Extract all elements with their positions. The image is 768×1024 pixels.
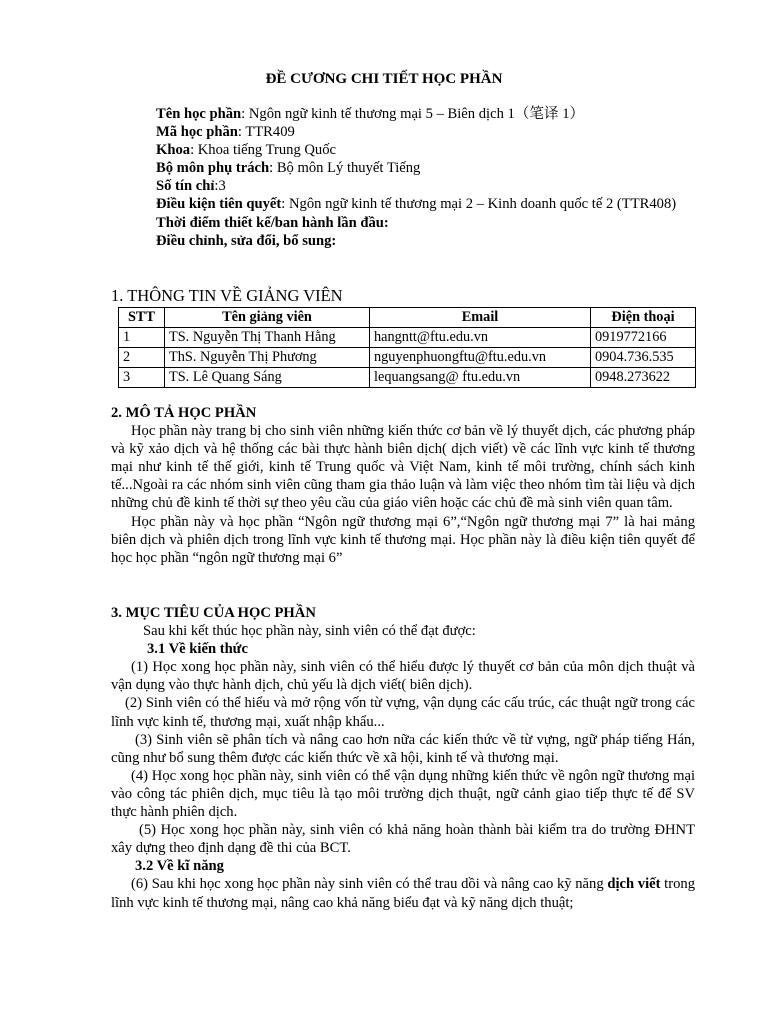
revision-line xyxy=(156,232,696,250)
credits-label: Số tín chỉ xyxy=(156,178,215,195)
cell-stt: 1 xyxy=(119,328,165,348)
faculty-value: : Khoa tiếng Trung Quốc xyxy=(190,142,336,159)
table-row xyxy=(119,328,696,348)
section-3-intro: Sau khi kết thúc học phần này, sinh viên có thể đạt được: xyxy=(143,623,476,640)
department-line xyxy=(156,159,696,177)
cell-phone: 0919772166 xyxy=(591,328,696,348)
column-header-phone: Điện thoại xyxy=(591,308,696,328)
section-2-heading: 2. MÔ TẢ HỌC PHẦN xyxy=(111,405,257,421)
department-label: Bộ môn phụ trách xyxy=(156,160,270,177)
design-time-line xyxy=(156,214,696,232)
cell-email: hangntt@ftu.edu.vn xyxy=(370,328,591,348)
skills-item-6-text-a: (6) Sau khi học xong học phần này sinh viên có thể trau dồi và nâng cao kỹ năng xyxy=(131,876,604,893)
section-3 xyxy=(111,604,695,912)
revision-label: Điều chỉnh, sửa đổi, bổ sung: xyxy=(156,232,337,249)
column-header-email: Email xyxy=(370,308,591,328)
design-time-label: Thời điểm thiết kế/ban hành lần đầu: xyxy=(156,214,389,231)
prerequisite-line xyxy=(156,195,696,213)
skills-subheading: 3.2 Về kĩ năng xyxy=(135,858,224,875)
cell-name: TS. Nguyễn Thị Thanh Hằng xyxy=(165,328,370,348)
knowledge-item-5: (5) Học xong học phần này, sinh viên có khả năng hoàn thành bài kiểm tra do trường ĐHNT xây dựng theo định dạng đề thi của BCT. xyxy=(111,822,695,857)
faculty-label: Khoa xyxy=(156,142,191,159)
credits-value: :3 xyxy=(214,178,226,195)
prerequisite-label: Điều kiện tiên quyết xyxy=(156,196,282,213)
course-name-line xyxy=(156,105,696,123)
column-header-name: Tên giảng viên xyxy=(165,308,370,328)
lecturer-table xyxy=(118,307,696,388)
cell-name: ThS. Nguyễn Thị Phương xyxy=(165,348,370,368)
course-code-value: : TTR409 xyxy=(237,124,295,141)
department-value: : Bộ môn Lý thuyết Tiếng xyxy=(269,160,421,177)
table-row xyxy=(119,368,696,388)
section-1-heading: 1. THÔNG TIN VỀ GIẢNG VIÊN xyxy=(111,286,343,305)
knowledge-item-2: (2) Sinh viên có thể hiểu và mở rộng vốn từ vựng, vận dụng các cấu trúc, các thuật ngữ trong các lĩnh vực kinh tế, thương mại, xuất nhập khẩu... xyxy=(111,695,695,730)
section-2-paragraph-1: Học phần này trang bị cho sinh viên những kiến thức cơ bản về lý thuyết dịch, các phương pháp và kỹ xảo dịch và hệ thống các bài thực hành biên dịch( dịch viết) về các lĩnh vực kinh tế thương mại như kinh tế thế giới, kinh tế Trung quốc và Việt Nam, kinh tế môi trường, chính sách kinh tế...Ngoài ra các nhóm sinh viên cũng tham gia thảo luận và làm việc theo nhóm tìm tài liệu và dịch những chủ đề kinh tế thời sự theo yêu cầu của giáo viên hoặc các chủ đề mà sinh viên quan tâm. xyxy=(111,423,695,512)
course-name-value: : Ngôn ngữ kinh tế thương mại 5 – Biên dịch 1（笔译 1） xyxy=(241,106,585,122)
table-row xyxy=(119,348,696,368)
section-2-paragraph-2: Học phần này và học phần “Ngôn ngữ thương mại 6”,“Ngôn ngữ thương mại 7” là hai mảng biên dịch và phiên dịch trong lĩnh vực kinh tế thương mại. Học phần này là điều kiện tiên quyết để học học phần “ngôn ngữ thương mại 6” xyxy=(111,513,695,566)
course-code-label: Mã học phần xyxy=(156,124,238,141)
column-header-stt: STT xyxy=(119,308,165,328)
cell-email: lequangsang@ ftu.edu.vn xyxy=(370,368,591,388)
cell-stt: 2 xyxy=(119,348,165,368)
cell-name: TS. Lê Quang Sáng xyxy=(165,368,370,388)
table-header-row xyxy=(119,308,696,328)
course-name-label: Tên học phần xyxy=(156,106,242,122)
skills-item-6 xyxy=(111,875,695,911)
section-3-heading: 3. MỤC TIÊU CỦA HỌC PHẦN xyxy=(111,605,316,621)
skills-item-6-bold: dịch viết xyxy=(607,876,661,893)
cell-stt: 3 xyxy=(119,368,165,388)
skills-item-6-text-b: trong lĩnh vực kinh tế thương mại, nâng cao khả năng biểu đạt và kỹ năng dịch thuật; xyxy=(111,876,695,911)
document-title: ĐỀ CƯƠNG CHI TIẾT HỌC PHẦN xyxy=(265,71,503,87)
prerequisite-value: : Ngôn ngữ kinh tế thương mại 2 – Kinh doanh quốc tế 2 (TTR408) xyxy=(281,196,677,213)
credits-line xyxy=(156,177,696,195)
cell-email: nguyenphuongftu@ftu.edu.vn xyxy=(370,348,591,368)
cell-phone: 0948.273622 xyxy=(591,368,696,388)
course-info xyxy=(156,105,696,250)
knowledge-item-4: (4) Học xong học phần này, sinh viên có thể vận dụng những kiến thức về ngôn ngữ thương mại vào công tác phiên dịch, mục tiêu là tạo môi trường dịch thuật, ngữ cảnh giao tiếp thực tế để SV thực hành phiên dịch. xyxy=(111,767,695,821)
section-2 xyxy=(111,404,695,567)
knowledge-subheading: 3.1 Về kiến thức xyxy=(147,641,248,658)
knowledge-item-3: (3) Sinh viên sẽ phân tích và nâng cao hơn nữa các kiến thức về từ vựng, ngữ pháp tiếng Hán, cũng như bổ sung thêm được các kiến thức về xã hội, kinh tế và thương mại. xyxy=(111,731,695,766)
faculty-line xyxy=(156,141,696,159)
knowledge-item-1: (1) Học xong học phần này, sinh viên có thể hiểu được lý thuyết cơ bản của môn dịch thuật và vận dụng vào thực hành dịch, chủ yếu là dịch viết( biên dịch). xyxy=(111,659,695,694)
cell-phone: 0904.736.535 xyxy=(591,348,696,368)
course-code-line xyxy=(156,123,696,141)
